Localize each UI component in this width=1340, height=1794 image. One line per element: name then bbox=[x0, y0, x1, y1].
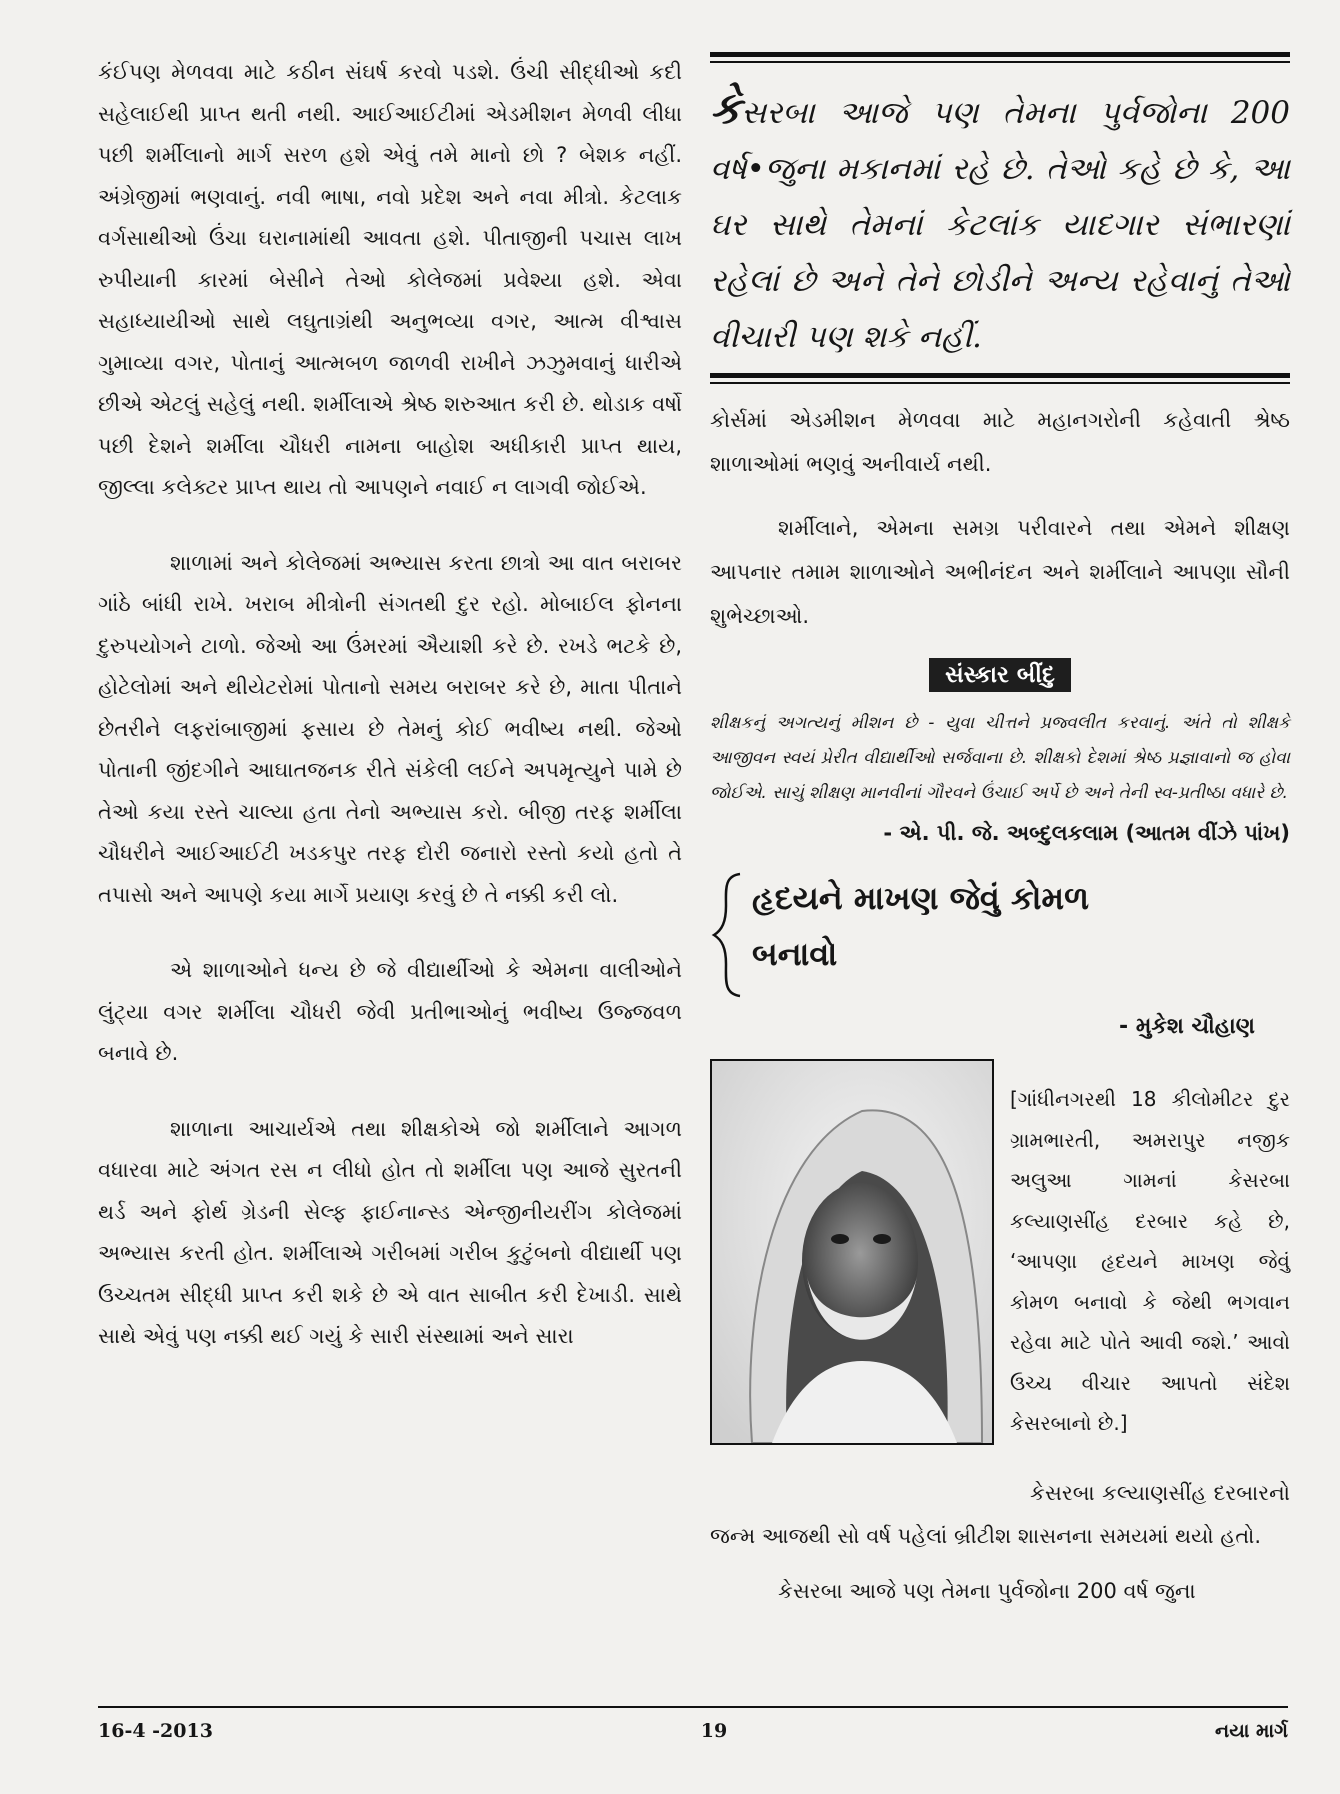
photo-caption: [ગાંધીનગરથી 18 કીલોમીટર દુર ગ્રામભારતી, અમરાપુર નજીક અલુઆ ગામનાં કેસરબા કલ્યાણસીંહ દરબાર કહે છે, ‘આપણા હૃદયને માખણ જેવું કોમળ બનાવો કે જેથી ભગવાન રહેવા માટે પોતે આવી જશે.’ આવો ઉચ્ચ વીચાર આપતો સંદેશ કેસરબાનો છે.] bbox=[1010, 1087, 1290, 1435]
page-footer bbox=[98, 1720, 1288, 1742]
article-heading-line-1: હૃદયને માખણ જેવું કોમળ bbox=[752, 879, 1090, 917]
body-paragraph-2: શાળામાં અને કોલેજમાં અભ્યાસ કરતા છાત્રો આ વાત બરાબર ગાંઠે બાંધી રાખે. ખરાબ મીત્રોની સંગતથી દુર રહો. મોબાઈલ ફોનના દુરુપયોગને ટાળો. જેઓ આ ઉંમરમાં ઐયાશી કરે છે. રખડે ભટકે છે, હોટેલોમાં અને થીયેટરોમાં પોતાનો સમય બરાબર કરે છે, માતા પીતાને છેતરીને લફરાંબાજીમાં ફસાય છે તેમનું કોઈ ભવીષ્ય નથી. જેઓ પોતાની જીંદગીને આઘાતજનક રીતે સંકેલી લઈને અપમૃત્યુને પામે છે તેઓ કયા રસ્તે ચાલ્યા હતા તેનો અભ્યાસ કરો. બીજી તરફ શર્મીલા ચૌધરીને આઈઆઈટી ખડકપુર તરફ દોરી જનારો રસ્તો કયો હતો તે તપાસો અને આપણે કયા માર્ગે પ્રયાણ કરવું છે તે નક્કી કરી લો. bbox=[98, 550, 682, 907]
pull-quote-bottom-rule-thin bbox=[710, 382, 1290, 384]
curly-brace-icon bbox=[710, 870, 744, 1000]
right-paragraph-2: શર્મીલાને, એમના સમગ્ર પરીવારને તથા એમને શીક્ષણ આપનાર તમામ શાળાઓને અભીનંદન અને શર્મીલાને આપણા સૌની શુભેચ્છાઓ. bbox=[710, 516, 1290, 628]
right-paragraph-3: કેસરબા કલ્યાણસીંહ દરબારનો જન્મ આજથી સો વર્ષ પહેલાં બ્રીટીશ શાસનના સમયમાં થયો હતો. bbox=[710, 1480, 1290, 1548]
right-paragraph-4: કેસરબા આજે પણ તેમના પુર્વજોના 200 વર્ષ જુના bbox=[778, 1578, 1196, 1603]
quote-attribution: - એ. પી. જે. અબ્દુલકલામ (આતમ વીંઝે પાંખ) bbox=[883, 821, 1290, 845]
publication-name: નયા માર્ગ bbox=[1215, 1720, 1288, 1742]
sanskar-quote: શીક્ષકનું અગત્યનું મીશન છે - યુવા ચીત્તને પ્રજ્વલીત કરવાનું. અંતે તો શીક્ષકે આજીવન સ્વયં પ્રેરીત વીદ્યાર્થીઓ સર્જવાના છે. શીક્ષકો દેશમાં શ્રેષ્ઠ પ્રજ્ઞાવાનો જ હોવા જોઈએ. સાચું શીક્ષણ માનવીનાં ગૌરવને ઉંચાઈ અર્પે છે અને તેની સ્વ-પ્રતીષ્ઠા વધારે છે. bbox=[710, 713, 1290, 803]
portrait-image bbox=[712, 1061, 992, 1443]
footer-rule bbox=[98, 1706, 1288, 1708]
article-heading-line-2: બનાવો bbox=[752, 935, 838, 973]
left-column bbox=[98, 52, 682, 1392]
pull-quote-top-rule bbox=[710, 52, 1290, 57]
portrait-photo bbox=[710, 1059, 994, 1445]
pull-quote-text: સરબા આજે પણ તેમના પુર્વજોના 200 વર્ષ•જુના મકાનમાં રહે છે. તેઓ કહે છે કે, આ ઘર સાથે તેમનાં કેટલાંક યાદગાર સંભારણાં રહેલાં છે અને તેને છોડીને અન્ય રહેવાનું તેઓ વીચારી પણ શકે નહીં. bbox=[710, 95, 1290, 355]
right-column bbox=[710, 52, 1290, 1625]
sanskar-badge: સંસ્કાર બીંદુ bbox=[929, 658, 1071, 692]
right-paragraph-1: કોર્સમાં એડમીશન મેળવવા માટે મહાનગરોની કહેવાતી શ્રેષ્ઠ શાળાઓમાં ભણવું અનીવાર્ય નથી. bbox=[710, 408, 1290, 476]
article-heading-block bbox=[710, 870, 1290, 982]
pull-quote-bottom-rule bbox=[710, 373, 1290, 378]
pull-quote-top-rule-thin bbox=[710, 61, 1290, 63]
photo-row bbox=[710, 1059, 1290, 1464]
body-paragraph-3: એ શાળાઓને ધન્ય છે જે વીદ્યાર્થીઓ કે એમના વાલીઓને લુંટ્યા વગર શર્મીલા ચૌધરી જેવી પ્રતીભાઓનું ભવીષ્ય ઉજ્જવળ બનાવે છે. bbox=[98, 958, 682, 1065]
page-number: 19 bbox=[700, 1720, 728, 1742]
author-name: - મુકેશ ચૌહાણ bbox=[1119, 1014, 1255, 1039]
pull-quote bbox=[710, 81, 1290, 365]
body-paragraph-4: શાળાના આચાર્યએ તથા શીક્ષકોએ જો શર્મીલાને આગળ વધારવા માટે અંગત રસ ન લીધો હોત તો શર્મીલા પણ આજે સુરતની થર્ડ અને ફોર્થ ગ્રેડની સેલ્ફ ફાઈનાન્સ્ડ એન્જીનીયરીંગ કોલેજમાં અભ્યાસ કરતી હોત. શર્મીલાએ ગરીબમાં ગરીબ કુટુંબનો વીદ્યાર્થી પણ ઉચ્ચતમ સીદ્ધી પ્રાપ્ત કરી શકે છે એ વાત સાબીત કરી દેખાડી. સાથે સાથે એવું પણ નક્કી થઈ ગયું કે સારી સંસ્થામાં અને સારા bbox=[98, 1116, 682, 1348]
issue-date: 16-4 -2013 bbox=[98, 1720, 213, 1742]
sanskar-badge-wrap bbox=[710, 658, 1290, 692]
body-paragraph-1: કંઈપણ મેળવવા માટે કઠીન સંઘર્ષ કરવો પડશે. ઉંચી સીદ્ધીઓ કદી સહેલાઈથી પ્રાપ્ત થતી નથી. આઈઆઈટીમાં એડમીશન મેળવી લીધા પછી શર્મીલાનો માર્ગ સરળ હશે એવું તમે માનો છો ? બેશક નહીં. અંગ્રેજીમાં ભણવાનું. નવી ભાષા, નવો પ્રદેશ અને નવા મીત્રો. કેટલાક વર્ગસાથીઓ ઉંચા ઘરાનામાંથી આવતા હશે. પીતાજીની પચાસ લાખ રુપીયાની કારમાં બેસીને તેઓ કોલેજમાં પ્રવેશ્યા હશે. એવા સહાધ્યાયીઓ સાથે લઘુતાગ્રંથી અનુભવ્યા વગર, આત્મ વીશ્વાસ ગુમાવ્યા વગર, પોતાનું આત્મબળ જાળવી રાખીને ઝઝુમવાનું ધારીએ છીએ એટલું સહેલું નથી. શર્મીલાએ શ્રેષ્ઠ શરુઆત કરી છે. થોડાક વર્ષો પછી દેશને શર્મીલા ચૌધરી નામના બાહોશ અધીકારી પ્રાપ્ત થાય, જીલ્લા કલેક્ટર પ્રાપ્ત થાય તો આપણને નવાઈ ન લાગવી જોઈએ. bbox=[98, 60, 682, 499]
pull-quote-dropcap: કે bbox=[710, 83, 742, 134]
